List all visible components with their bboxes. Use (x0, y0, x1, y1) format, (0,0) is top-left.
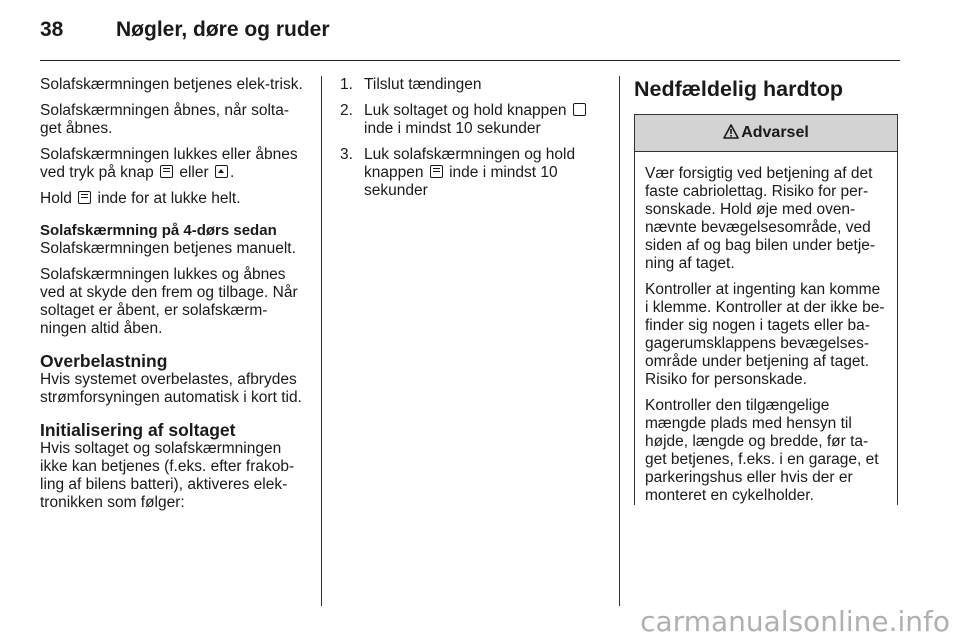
warning-body (635, 152, 897, 505)
warning-box (634, 114, 898, 505)
paragraph: Hvis soltaget og solafskærmningen ikke kan betjenes (f.eks. efter frakob-ling af bilens batteri), aktiveres elek-tronikken som følger: (40, 440, 295, 511)
column-2 (340, 76, 605, 208)
step-text (364, 146, 605, 200)
column-3 (634, 76, 898, 513)
list-item (340, 102, 605, 138)
sub-heading: Solafskærmning på 4-dørs sedan (40, 222, 277, 239)
paragraph: Hvis systemet overbelastes, afbrydes strømforsyningen automatisk i kort tid. (40, 371, 302, 406)
paragraph: Solafskærmningen åbnes, når solta-get åbnes. (40, 102, 289, 137)
paragraph: Kontroller den tilgængelige mængde plads med hensyn til højde, længde og bredde, før ta-get betjenes, f.eks. i en garage, et parkeringshus eller hvis der er monteret en cykelholder. (645, 397, 879, 504)
text: Luk solafskærmningen og hold knappen (364, 146, 576, 181)
page-title: Nøgler, døre og ruder (116, 18, 330, 41)
paragraph: Solafskærmningen betjenes manuelt. (40, 240, 296, 257)
paragraph: Kontroller at ingenting kan komme i klemme. Kontroller at der ikke be-finder sig nogen i tagets eller ba-gagerumsklappens bevægelses-område under betjening af taget. Risiko for personskade. (645, 281, 885, 388)
warning-left-border (634, 140, 635, 496)
paragraph: Solafskærmningen betjenes elek-trisk. (40, 76, 303, 93)
header-rule (40, 60, 900, 61)
section-heading: Overbelastning (40, 351, 168, 371)
section-heading: Initialisering af soltaget (40, 420, 236, 440)
steps-list (340, 76, 605, 200)
watermark: carmanualsonline.info (640, 605, 950, 638)
text: inde i mindst 10 sekunder (364, 164, 558, 199)
page-number: 38 (40, 18, 64, 41)
paragraph (40, 146, 310, 182)
column-1 (40, 76, 310, 520)
sunshade-close-button-icon (430, 165, 443, 178)
step-number: 1. (340, 76, 353, 93)
text: . (229, 164, 235, 181)
warning-title: Advarsel (741, 124, 809, 141)
step-number: 3. (340, 146, 353, 163)
text: Luk soltaget og hold knappen (364, 102, 571, 119)
paragraph: Solafskærmningen lukkes og åbnes ved at skyde den frem og tilbage. Når soltaget er åbent, er solafskærm-ningen altid åben. (40, 266, 298, 337)
step-text: Tilslut tændingen (364, 76, 482, 93)
step-text (364, 102, 605, 138)
step-number: 2. (340, 102, 353, 119)
column-divider (619, 76, 620, 606)
warning-right-border (897, 140, 898, 496)
list-item (340, 146, 605, 200)
sunshade-close-button-icon (160, 165, 173, 178)
text: eller (175, 164, 213, 181)
paragraph (40, 190, 310, 208)
warning-triangle-icon (723, 124, 739, 139)
sunroof-close-button-icon (573, 103, 586, 116)
warning-header (635, 115, 897, 152)
column-divider (321, 76, 322, 606)
sunshade-open-button-icon (215, 165, 228, 178)
paragraph: Vær forsigtig ved betjening af det faste cabriolettag. Risiko for per-sonskade. Hold øje med oven-nævnte bevægelsesområde, ved siden af og bag bilen under betje-ning af taget. (645, 165, 876, 272)
text: Solafskærmningen lukkes eller åbnes ved tryk på knap (40, 146, 298, 181)
sunshade-close-button-icon (78, 191, 91, 204)
text: inde i mindst 10 sekunder (364, 120, 541, 137)
section-title: Nedfældelig hardtop (634, 77, 844, 101)
text: Hold (40, 190, 77, 207)
list-item (340, 76, 605, 94)
text: inde for at lukke helt. (93, 190, 241, 207)
